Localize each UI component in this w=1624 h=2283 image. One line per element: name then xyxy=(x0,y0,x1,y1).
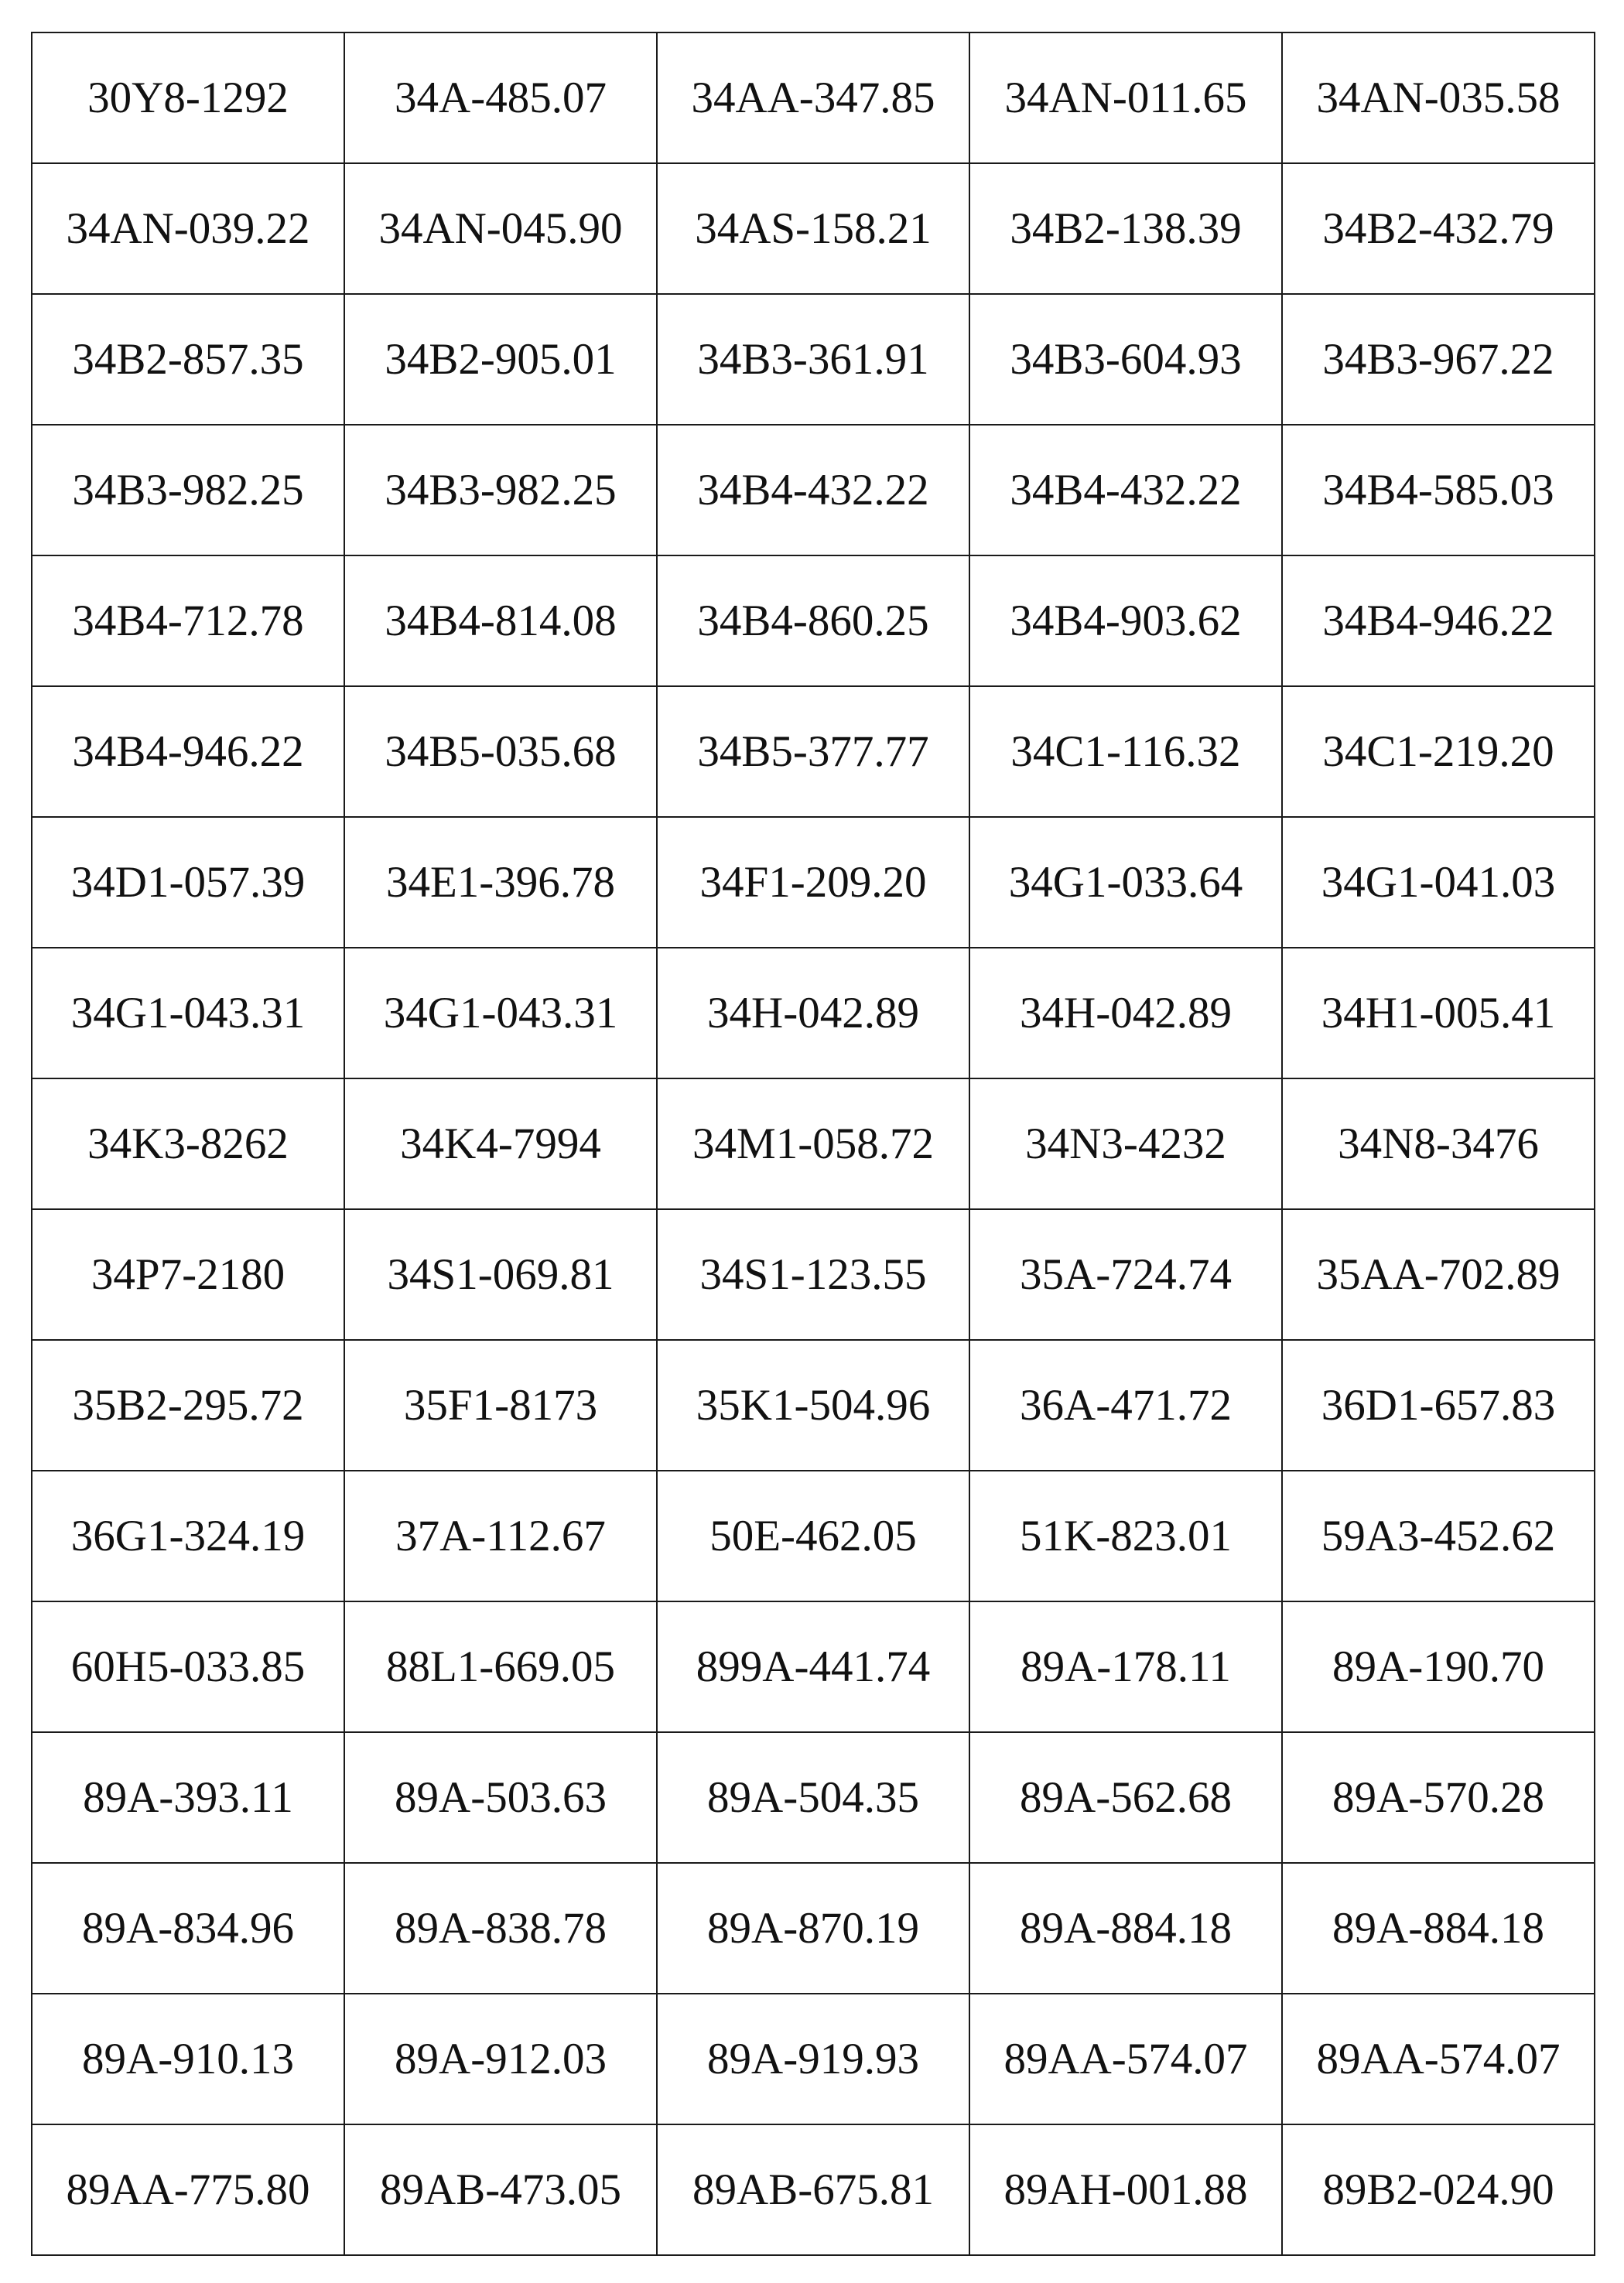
table-cell: 89A-562.68 xyxy=(969,1732,1282,1863)
table-cell: 35K1-504.96 xyxy=(657,1340,969,1471)
table-cell: 36G1-324.19 xyxy=(32,1471,344,1601)
table-cell: 34AA-347.85 xyxy=(657,32,969,163)
table-cell: 89A-910.13 xyxy=(32,1994,344,2124)
table-row xyxy=(32,1209,1595,1340)
table-cell: 89AA-574.07 xyxy=(969,1994,1282,2124)
table-cell: 89A-919.93 xyxy=(657,1994,969,2124)
table-cell: 34H-042.89 xyxy=(969,948,1282,1078)
table-cell: 89A-570.28 xyxy=(1282,1732,1595,1863)
table-cell: 34N3-4232 xyxy=(969,1078,1282,1209)
table-cell: 34S1-069.81 xyxy=(344,1209,657,1340)
table-cell: 34B4-432.22 xyxy=(969,425,1282,555)
table-cell: 35AA-702.89 xyxy=(1282,1209,1595,1340)
table-cell: 34AS-158.21 xyxy=(657,163,969,294)
table-cell: 34B3-361.91 xyxy=(657,294,969,425)
table-cell: 89AH-001.88 xyxy=(969,2124,1282,2255)
table-row xyxy=(32,32,1595,163)
table-cell: 89AA-574.07 xyxy=(1282,1994,1595,2124)
table-cell: 89A-834.96 xyxy=(32,1863,344,1994)
table-row xyxy=(32,163,1595,294)
table-cell: 35B2-295.72 xyxy=(32,1340,344,1471)
table-cell: 89A-884.18 xyxy=(969,1863,1282,1994)
plate-table-body xyxy=(32,32,1595,2255)
table-cell: 34G1-043.31 xyxy=(344,948,657,1078)
table-row xyxy=(32,1078,1595,1209)
table-cell: 34B2-857.35 xyxy=(32,294,344,425)
table-cell: 89A-504.35 xyxy=(657,1732,969,1863)
table-row xyxy=(32,1863,1595,1994)
table-cell: 89A-870.19 xyxy=(657,1863,969,1994)
table-cell: 89A-190.70 xyxy=(1282,1601,1595,1732)
table-cell: 34B4-946.22 xyxy=(32,686,344,817)
table-cell: 34B4-712.78 xyxy=(32,555,344,686)
table-cell: 88L1-669.05 xyxy=(344,1601,657,1732)
table-cell: 34AN-035.58 xyxy=(1282,32,1595,163)
table-cell: 34K4-7994 xyxy=(344,1078,657,1209)
table-cell: 89AA-775.80 xyxy=(32,2124,344,2255)
table-cell: 89AB-675.81 xyxy=(657,2124,969,2255)
table-cell: 34B4-903.62 xyxy=(969,555,1282,686)
table-cell: 34B2-905.01 xyxy=(344,294,657,425)
table-cell: 89AB-473.05 xyxy=(344,2124,657,2255)
table-cell: 34B3-967.22 xyxy=(1282,294,1595,425)
table-cell: 34M1-058.72 xyxy=(657,1078,969,1209)
table-cell: 89A-503.63 xyxy=(344,1732,657,1863)
table-cell: 30Y8-1292 xyxy=(32,32,344,163)
table-cell: 34AN-011.65 xyxy=(969,32,1282,163)
table-cell: 34G1-033.64 xyxy=(969,817,1282,948)
table-cell: 34B2-138.39 xyxy=(969,163,1282,294)
table-row xyxy=(32,1994,1595,2124)
table-cell: 34C1-219.20 xyxy=(1282,686,1595,817)
table-cell: 34AN-045.90 xyxy=(344,163,657,294)
table-cell: 34B3-604.93 xyxy=(969,294,1282,425)
table-cell: 34B5-035.68 xyxy=(344,686,657,817)
table-row xyxy=(32,294,1595,425)
table-row xyxy=(32,1601,1595,1732)
table-cell: 34N8-3476 xyxy=(1282,1078,1595,1209)
table-row xyxy=(32,1471,1595,1601)
table-cell: 35F1-8173 xyxy=(344,1340,657,1471)
table-cell: 89A-393.11 xyxy=(32,1732,344,1863)
table-cell: 34S1-123.55 xyxy=(657,1209,969,1340)
table-cell: 34B3-982.25 xyxy=(32,425,344,555)
table-cell: 34B4-432.22 xyxy=(657,425,969,555)
table-cell: 35A-724.74 xyxy=(969,1209,1282,1340)
table-cell: 51K-823.01 xyxy=(969,1471,1282,1601)
table-cell: 34A-485.07 xyxy=(344,32,657,163)
table-cell: 34B4-946.22 xyxy=(1282,555,1595,686)
table-cell: 89B2-024.90 xyxy=(1282,2124,1595,2255)
table-cell: 36D1-657.83 xyxy=(1282,1340,1595,1471)
table-cell: 899A-441.74 xyxy=(657,1601,969,1732)
table-cell: 89A-912.03 xyxy=(344,1994,657,2124)
table-cell: 34AN-039.22 xyxy=(32,163,344,294)
table-cell: 50E-462.05 xyxy=(657,1471,969,1601)
table-cell: 59A3-452.62 xyxy=(1282,1471,1595,1601)
table-row xyxy=(32,817,1595,948)
table-cell: 34E1-396.78 xyxy=(344,817,657,948)
table-row xyxy=(32,948,1595,1078)
table-cell: 89A-178.11 xyxy=(969,1601,1282,1732)
table-cell: 34K3-8262 xyxy=(32,1078,344,1209)
table-cell: 34C1-116.32 xyxy=(969,686,1282,817)
table-cell: 34P7-2180 xyxy=(32,1209,344,1340)
table-cell: 34B5-377.77 xyxy=(657,686,969,817)
table-row xyxy=(32,555,1595,686)
table-cell: 34B2-432.79 xyxy=(1282,163,1595,294)
table-row xyxy=(32,1340,1595,1471)
table-row xyxy=(32,1732,1595,1863)
table-cell: 36A-471.72 xyxy=(969,1340,1282,1471)
table-cell: 89A-838.78 xyxy=(344,1863,657,1994)
table-cell: 34G1-041.03 xyxy=(1282,817,1595,948)
table-cell: 60H5-033.85 xyxy=(32,1601,344,1732)
table-cell: 34H1-005.41 xyxy=(1282,948,1595,1078)
table-cell: 34H-042.89 xyxy=(657,948,969,1078)
table-cell: 34D1-057.39 xyxy=(32,817,344,948)
table-cell: 37A-112.67 xyxy=(344,1471,657,1601)
table-cell: 34B4-814.08 xyxy=(344,555,657,686)
table-cell: 89A-884.18 xyxy=(1282,1863,1595,1994)
table-cell: 34B4-860.25 xyxy=(657,555,969,686)
table-row xyxy=(32,2124,1595,2255)
table-cell: 34B4-585.03 xyxy=(1282,425,1595,555)
table-cell: 34B3-982.25 xyxy=(344,425,657,555)
table-row xyxy=(32,686,1595,817)
table-cell: 34G1-043.31 xyxy=(32,948,344,1078)
table-cell: 34F1-209.20 xyxy=(657,817,969,948)
table-row xyxy=(32,425,1595,555)
plate-number-table xyxy=(31,32,1595,2256)
